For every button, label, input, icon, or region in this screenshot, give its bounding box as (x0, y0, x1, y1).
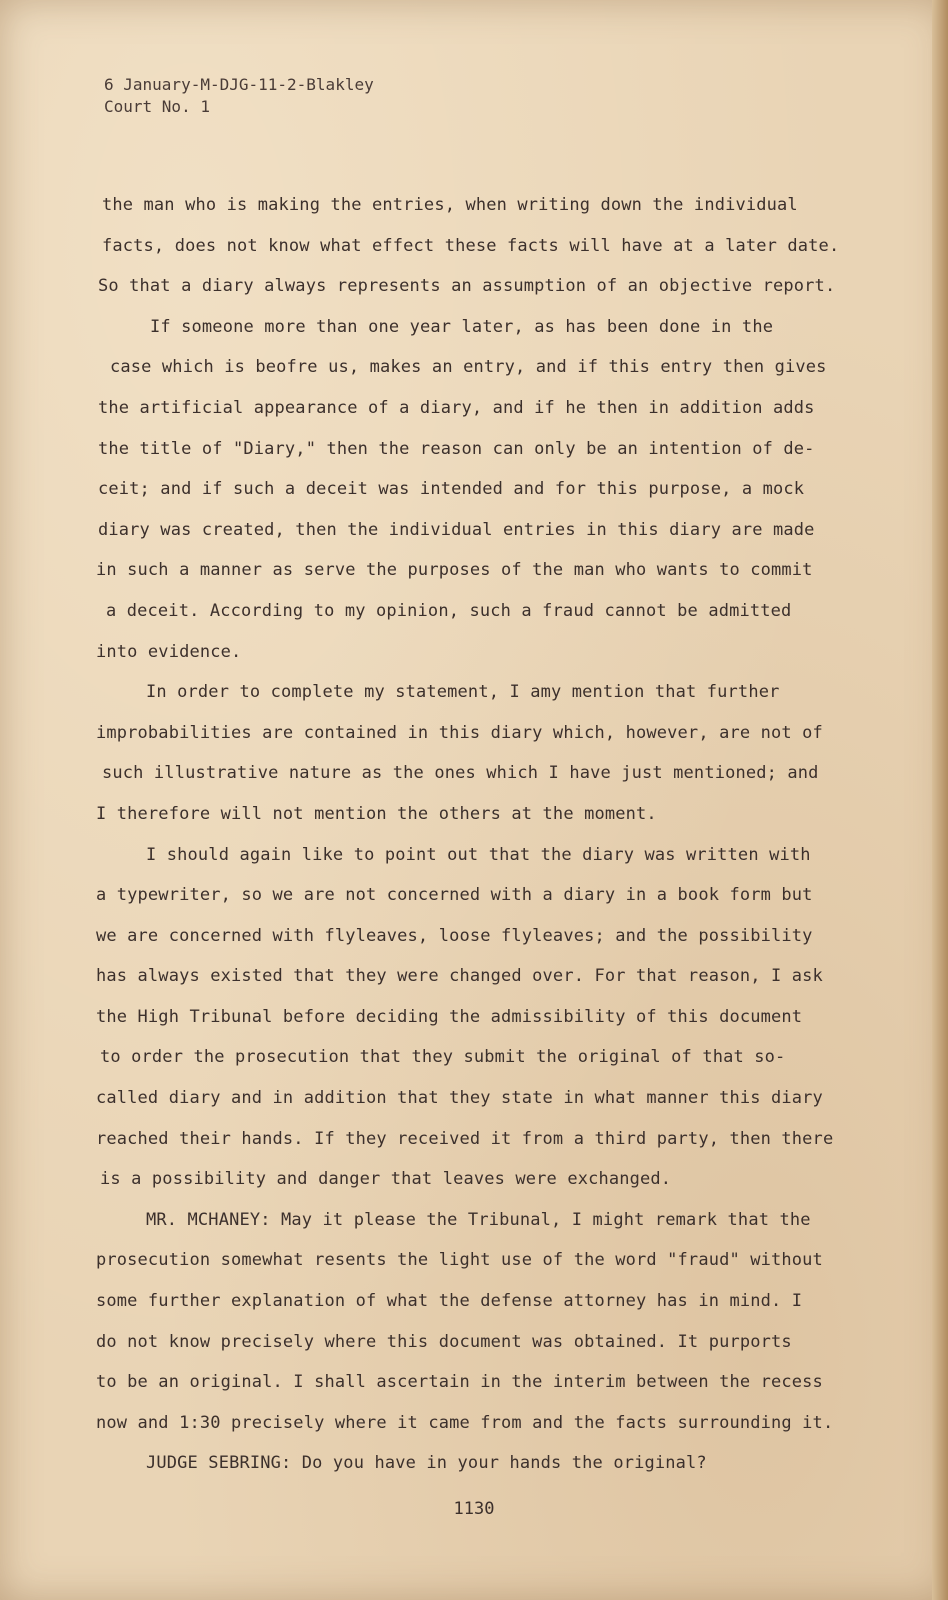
transcript-line: ceit; and if such a deceit was intended and for this purpose, a mock (98, 479, 805, 500)
transcript-line: is a possibility and danger that leaves were exchanged. (100, 1169, 672, 1190)
transcript-line: some further explanation of what the defense attorney has in mind. I (96, 1291, 803, 1312)
transcript-line: diary was created, then the individual entries in this diary are made (98, 519, 815, 540)
transcript-line: the man who is making the entries, when writing down the individual (102, 195, 798, 215)
transcript-line: the artificial appearance of a diary, and if he then in addition adds (98, 397, 815, 418)
transcript-line: If someone more than one year later, as has been done in the (150, 316, 774, 337)
transcript-line: we are concerned with flyleaves, loose flyleaves; and the possibility (96, 925, 813, 946)
transcript-body (96, 193, 840, 1492)
transcript-line: a deceit. According to my opinion, such a fraud cannot be admitted (106, 600, 792, 621)
transcript-line: improbabilities are contained in this diary which, however, are not of (96, 722, 823, 743)
transcript-line: such illustrative nature as the ones which I have just mentioned; and (102, 763, 819, 784)
transcript-line: to be an original. I shall ascertain in the interim between the recess (96, 1372, 823, 1393)
transcript-line: has always existed that they were changed over. For that reason, I ask (96, 966, 823, 987)
transcript-line: now and 1:30 precisely where it came from and the facts surrounding it. (96, 1412, 834, 1433)
document-header (104, 74, 374, 118)
transcript-line: do not know precisely where this document was obtained. It purports (96, 1331, 792, 1352)
transcript-line: the title of "Diary," then the reason can only be an intention of de- (98, 438, 815, 459)
transcript-line: MR. MCHANEY: May it please the Tribunal, I might remark that the (146, 1209, 811, 1230)
header-court-line: Court No. 1 (104, 97, 210, 116)
transcript-line: In order to complete my statement, I amy mention that further (146, 682, 780, 703)
page-edge (932, 0, 948, 1600)
transcript-line: into evidence. (96, 641, 242, 662)
transcript-line: called diary and in addition that they state in what manner this diary (96, 1088, 823, 1109)
header-docket-line: 6 January-M-DJG-11-2-Blakley (104, 75, 374, 94)
transcript-line: case which is beofre us, makes an entry, and if this entry then gives (110, 357, 827, 378)
transcript-line: I should again like to point out that the diary was written with (146, 844, 811, 865)
transcript-line: facts, does not know what effect these facts will have at a later date. (102, 235, 840, 256)
transcript-line: to order the prosecution that they submit the original of that so- (100, 1047, 786, 1068)
transcript-line: I therefore will not mention the others at the moment. (96, 803, 657, 824)
transcript-line: JUDGE SEBRING: Do you have in your hands the original? (146, 1453, 707, 1474)
transcript-line: prosecution somewhat resents the light use of the word "fraud" without (96, 1250, 823, 1271)
transcript-line: So that a diary always represents an assumption of an objective report. (98, 276, 836, 297)
transcript-line: reached their hands. If they received it from a third party, then there (96, 1128, 834, 1149)
transcript-line: a typewriter, so we are not concerned with a diary in a book form but (96, 885, 813, 906)
page-number: 1130 (453, 1499, 495, 1519)
transcript-line: the High Tribunal before deciding the admissibility of this document (96, 1006, 803, 1027)
transcript-line: in such a manner as serve the purposes of the man who wants to commit (96, 560, 813, 581)
